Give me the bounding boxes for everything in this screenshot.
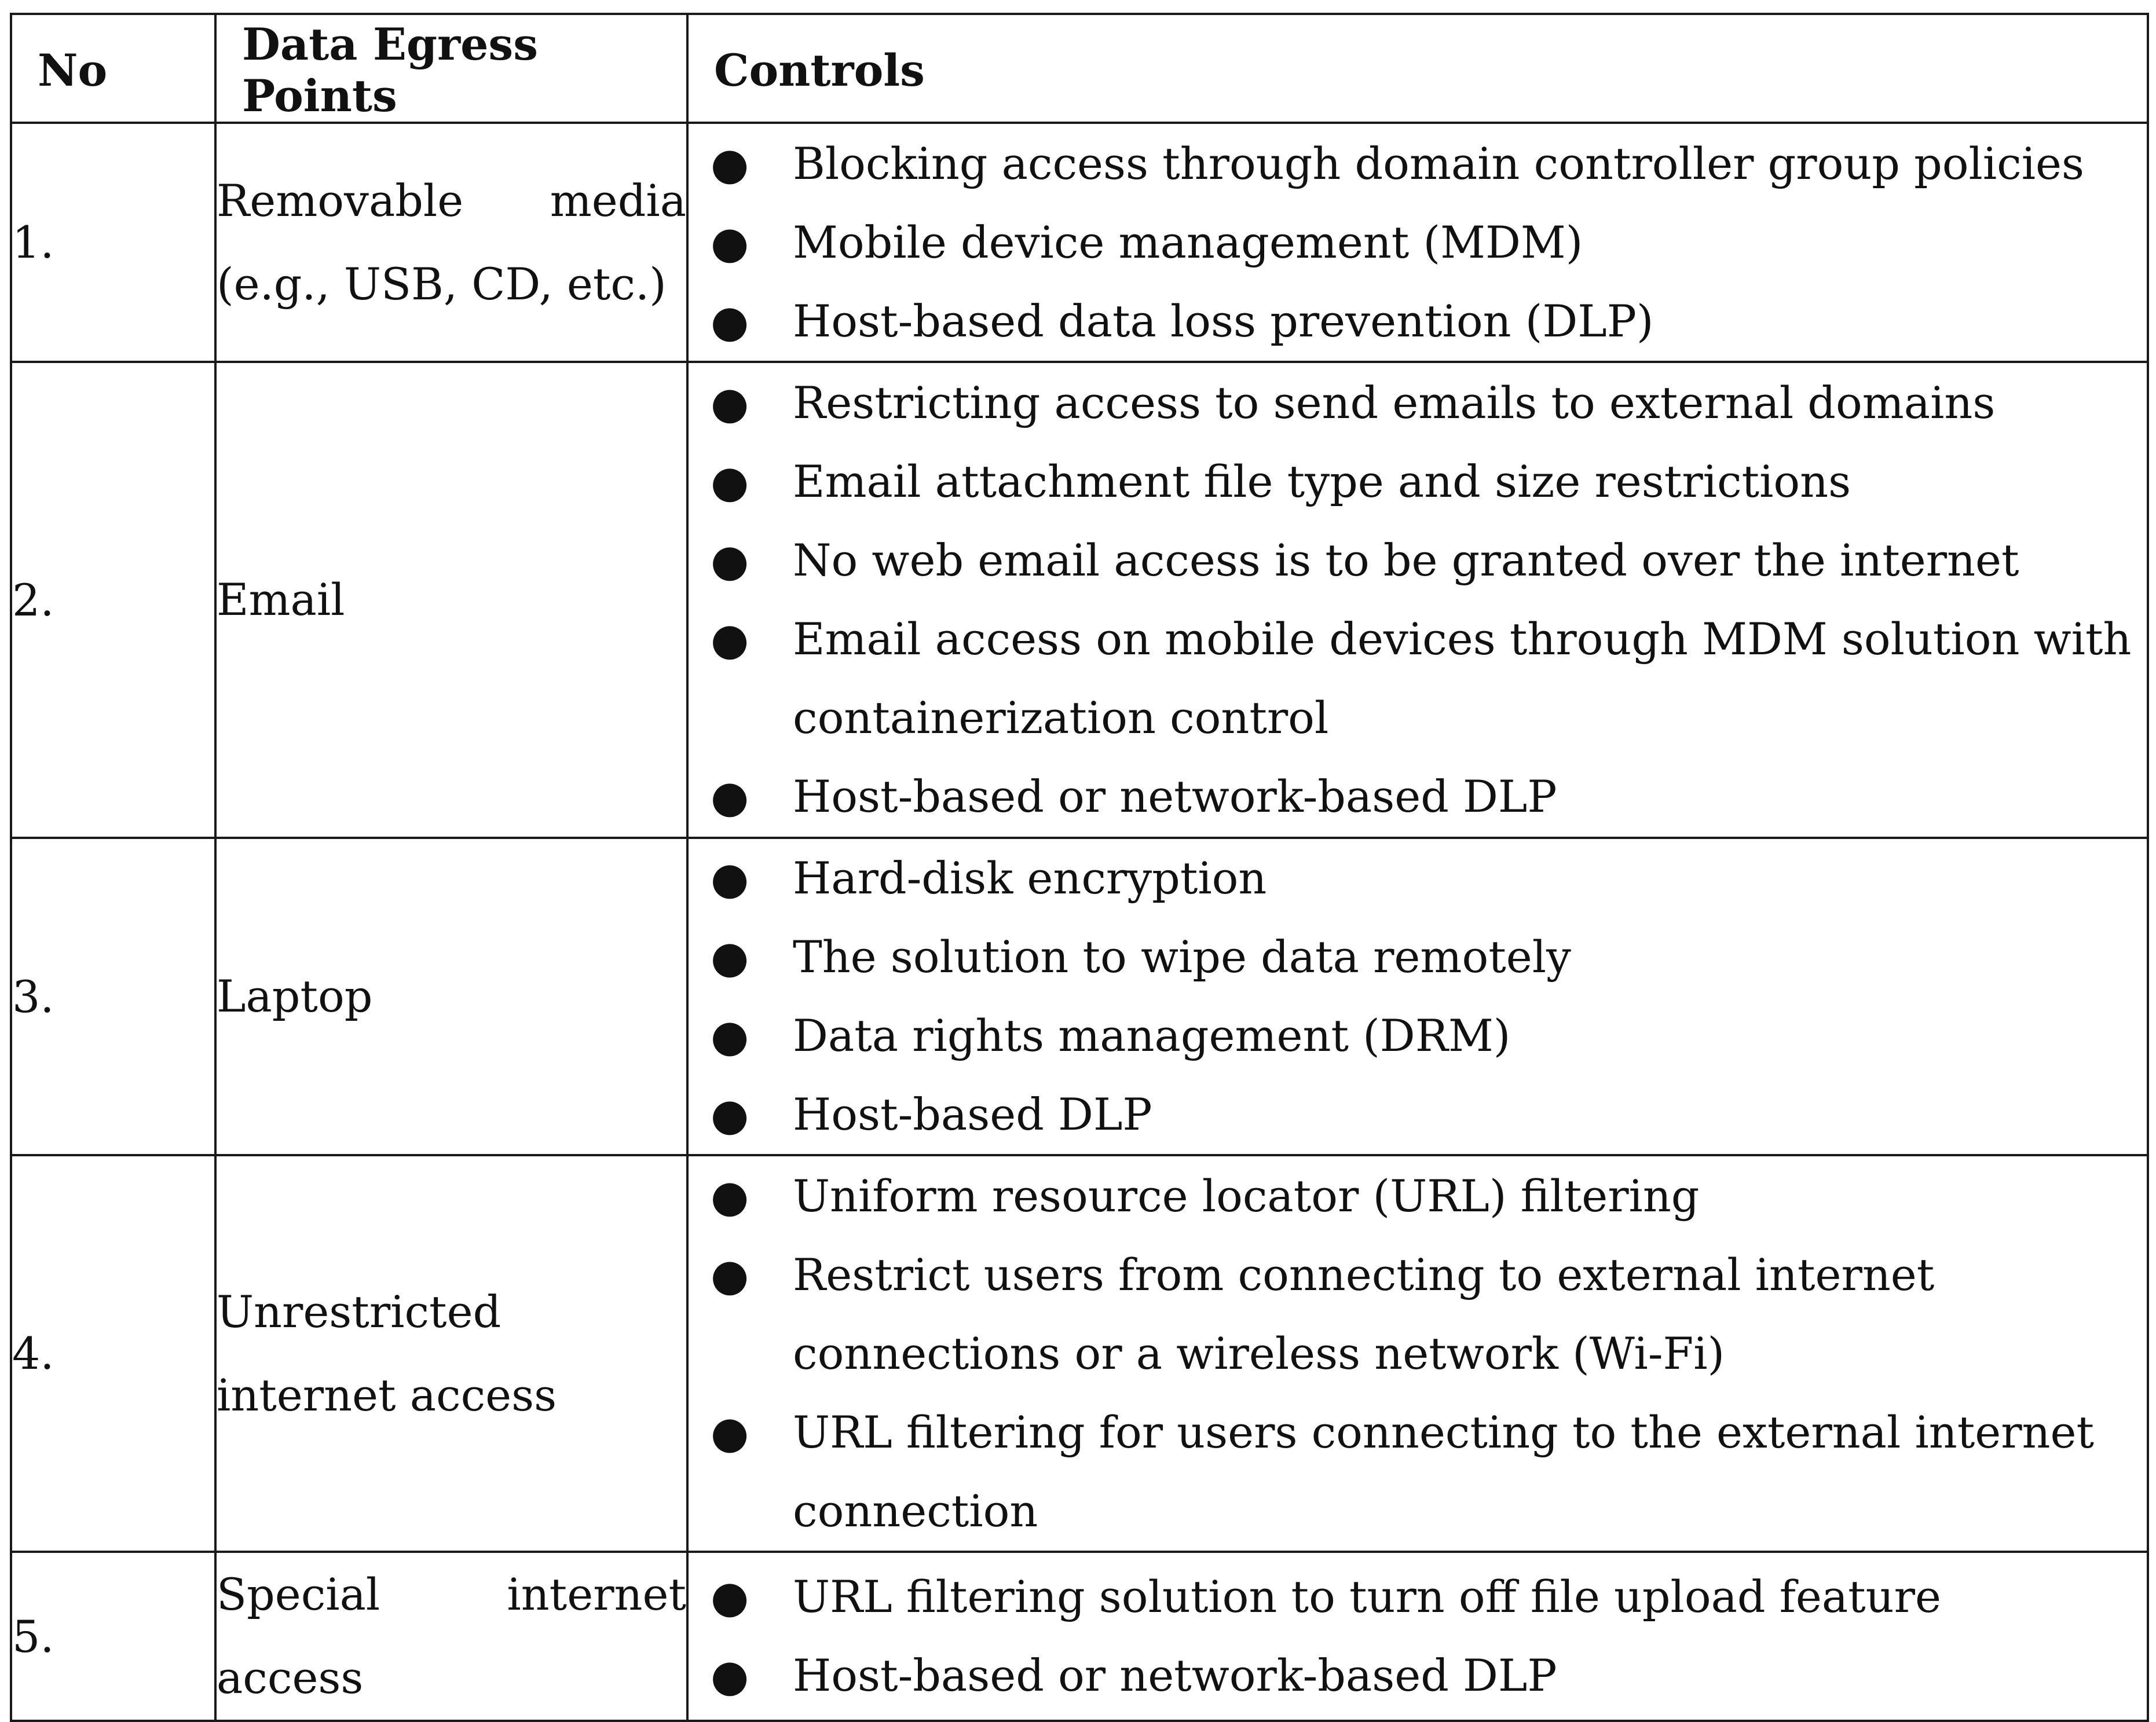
data-egress-controls-table bbox=[10, 13, 2149, 1722]
row-number: 2. bbox=[11, 362, 215, 838]
control-text: The solution to wipe data remotely bbox=[793, 931, 1571, 983]
controls-cell bbox=[687, 1155, 2148, 1552]
list-item bbox=[689, 1558, 2147, 1636]
bullet-icon: ● bbox=[711, 1010, 749, 1061]
control-text: URL filtering for users connecting to the external internet connection bbox=[793, 1406, 2095, 1537]
controls-list bbox=[689, 839, 2147, 1154]
table-row bbox=[11, 123, 2148, 362]
bullet-icon: ● bbox=[711, 1089, 749, 1140]
control-text: Uniform resource locator (URL) filtering bbox=[793, 1170, 1700, 1222]
table-row bbox=[11, 1155, 2148, 1552]
bullet-icon: ● bbox=[711, 1248, 749, 1300]
bullet-icon: ● bbox=[711, 1650, 749, 1701]
row-number: 3. bbox=[11, 838, 215, 1155]
control-text: Email attachment file type and size restrictions bbox=[793, 456, 1851, 507]
header-no: No bbox=[11, 14, 215, 123]
bullet-icon: ● bbox=[711, 1406, 749, 1458]
table-row bbox=[11, 838, 2148, 1155]
row-number: 4. bbox=[11, 1155, 215, 1552]
bullet-icon: ● bbox=[711, 216, 749, 268]
list-item bbox=[689, 918, 2147, 996]
bullet-icon: ● bbox=[711, 1571, 749, 1622]
controls-cell bbox=[687, 123, 2148, 362]
egress-point: Laptop bbox=[215, 838, 687, 1155]
control-text: Hard-disk encryption bbox=[793, 852, 1267, 904]
list-item bbox=[689, 282, 2147, 361]
controls-list bbox=[689, 124, 2147, 361]
control-text: Host-based or network-based DLP bbox=[793, 1650, 1557, 1701]
egress-point: Removable media (e.g., USB, CD, etc.) bbox=[215, 123, 687, 362]
bullet-icon: ● bbox=[711, 456, 749, 507]
table-row bbox=[11, 362, 2148, 838]
control-text: Restrict users from connecting to external internet connections or a wireless network (Wi-Fi) bbox=[793, 1248, 1935, 1379]
list-item bbox=[689, 1236, 2147, 1393]
list-item bbox=[689, 364, 2147, 442]
bullet-icon: ● bbox=[711, 534, 749, 586]
bullet-icon: ● bbox=[711, 931, 749, 983]
control-text: Data rights management (DRM) bbox=[793, 1010, 1511, 1061]
table-row bbox=[11, 1552, 2148, 1721]
control-text: URL filtering solution to turn off file upload feature bbox=[793, 1571, 1941, 1622]
row-number: 5. bbox=[11, 1552, 215, 1721]
list-item bbox=[689, 1157, 2147, 1236]
bullet-icon: ● bbox=[711, 771, 749, 822]
list-item bbox=[689, 1393, 2147, 1551]
header-controls: Controls bbox=[687, 14, 2148, 123]
control-text: Mobile device management (MDM) bbox=[793, 216, 1583, 268]
controls-cell bbox=[687, 362, 2148, 838]
control-text: Email access on mobile devices through MDM solution with containerization control bbox=[793, 613, 2132, 743]
list-item bbox=[689, 839, 2147, 918]
list-item bbox=[689, 1075, 2147, 1154]
list-item bbox=[689, 521, 2147, 600]
control-text: Blocking access through domain controller group policies bbox=[793, 137, 2084, 189]
egress-point: Email bbox=[215, 362, 687, 838]
control-text: Restricting access to send emails to external domains bbox=[793, 377, 1996, 428]
egress-point: Special internet access bbox=[215, 1552, 687, 1721]
bullet-icon: ● bbox=[711, 295, 749, 347]
control-text: Host-based or network-based DLP bbox=[793, 771, 1557, 822]
bullet-icon: ● bbox=[711, 137, 749, 189]
list-item bbox=[689, 757, 2147, 836]
egress-point: Unrestricted internet access bbox=[215, 1155, 687, 1552]
bullet-icon: ● bbox=[711, 1170, 749, 1222]
list-item bbox=[689, 124, 2147, 203]
controls-list bbox=[689, 364, 2147, 836]
bullet-icon: ● bbox=[711, 852, 749, 904]
list-item bbox=[689, 996, 2147, 1075]
header-data-egress-points: Data Egress Points bbox=[215, 14, 687, 123]
control-text: No web email access is to be granted over the internet bbox=[793, 534, 2019, 586]
control-text: Host-based data loss prevention (DLP) bbox=[793, 295, 1654, 347]
controls-cell bbox=[687, 838, 2148, 1155]
bullet-icon: ● bbox=[711, 377, 749, 428]
control-text: Host-based DLP bbox=[793, 1089, 1152, 1140]
bullet-icon: ● bbox=[711, 613, 749, 665]
list-item bbox=[689, 1636, 2147, 1715]
controls-cell bbox=[687, 1552, 2148, 1721]
row-number: 1. bbox=[11, 123, 215, 362]
controls-list bbox=[689, 1558, 2147, 1715]
header-row bbox=[11, 14, 2148, 123]
list-item bbox=[689, 442, 2147, 521]
list-item bbox=[689, 600, 2147, 757]
controls-list bbox=[689, 1157, 2147, 1551]
list-item bbox=[689, 203, 2147, 282]
